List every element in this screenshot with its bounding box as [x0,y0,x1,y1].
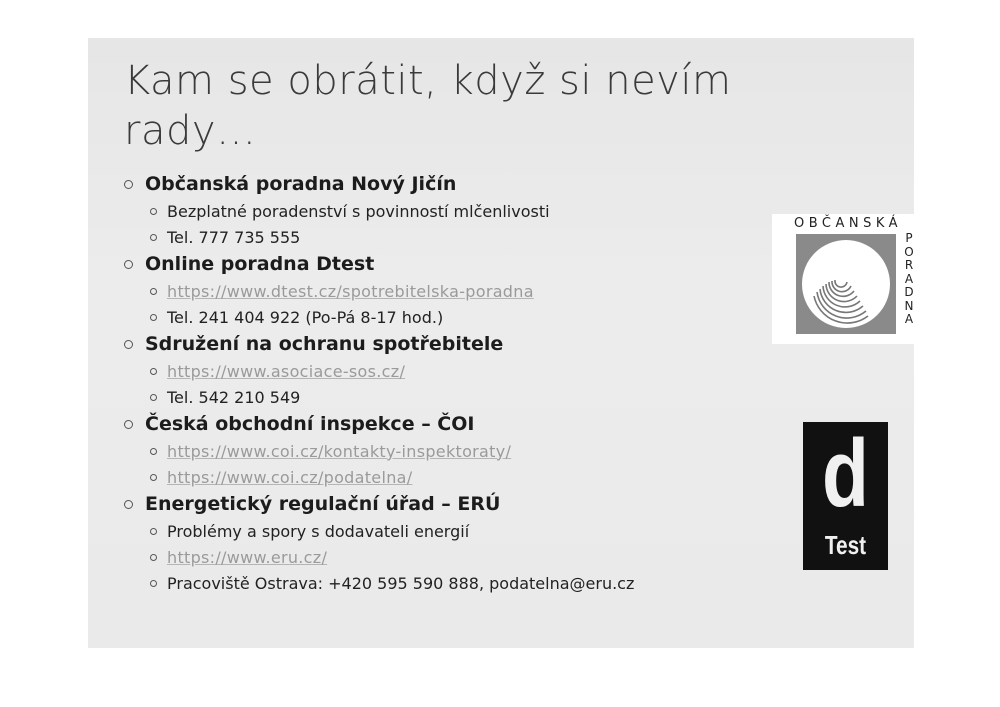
bullet-icon [150,474,157,481]
link-item[interactable] [124,278,684,304]
logo-side-text [902,232,916,327]
section-heading-text: Energetický regulační úřad – ERÚ [145,493,501,515]
contact-section [124,330,684,410]
logo-side-letter: A [904,312,914,326]
logo-side-letter: R [904,258,914,272]
item-text: Tel. 777 735 555 [167,227,301,247]
dtest-logo-word: Test [824,530,867,560]
item-text: Problémy a spory s dodavateli energií [167,521,470,541]
bullet-icon [150,448,157,455]
bullet-icon [150,368,157,375]
section-heading-text: Sdružení na ochranu spotřebitele [145,333,504,355]
logo-side-letter: P [905,231,913,245]
bullet-icon [150,234,157,241]
section-heading [124,330,684,358]
section-heading [124,170,684,198]
logo-side-letter: D [904,285,914,299]
logo-side-letter: O [904,244,914,259]
list-item [124,570,684,596]
link-item[interactable] [124,544,684,570]
contact-section [124,490,684,596]
bullet-icon [150,314,157,321]
concentric-circles-icon [796,234,896,334]
bullet-icon [150,554,157,561]
item-text: Tel. 241 404 922 (Po-Pá 8-17 hod.) [167,307,444,327]
list-item [124,518,684,544]
bullet-icon [150,528,157,535]
link-text[interactable]: https://www.eru.cz/ [167,547,328,567]
bullet-icon [150,208,157,215]
link-item[interactable] [124,438,684,464]
obcanska-poradna-logo [772,214,920,344]
bullet-icon [124,260,133,269]
link-text[interactable]: https://www.coi.cz/kontakty-inspektoraty/ [167,441,512,461]
logo-side-letter: A [904,271,914,286]
bullet-icon [150,394,157,401]
link-item[interactable] [124,358,684,384]
list-item [124,384,684,410]
bullet-icon [124,420,133,429]
list-item [124,304,684,330]
section-heading-text: Občanská poradna Nový Jičín [145,173,457,195]
section-heading [124,250,684,278]
section-heading-text: Online poradna Dtest [145,253,375,275]
item-text: Bezplatné poradenství s povinností mlčenlivosti [167,201,550,221]
bullet-icon [150,580,157,587]
link-text[interactable]: https://www.coi.cz/podatelna/ [167,467,413,487]
link-text[interactable]: https://www.asociace-sos.cz/ [167,361,406,381]
list-item [124,198,684,224]
slide [88,38,914,648]
contact-section [124,170,684,250]
bullet-icon [124,180,133,189]
section-heading [124,490,684,518]
dtest-logo [803,422,888,570]
contact-list [124,170,684,596]
section-heading [124,410,684,438]
contact-section [124,250,684,330]
link-item[interactable] [124,464,684,490]
contact-section [124,410,684,490]
list-item [124,224,684,250]
logo-side-letter: N [904,298,914,313]
link-text[interactable]: https://www.dtest.cz/spotrebitelska-poradna [167,281,534,301]
page-title: Kam se obrátit, když si nevím rady… [124,58,732,154]
item-text: Tel. 542 210 549 [167,387,301,407]
item-text: Pracoviště Ostrava: +420 595 590 888, podatelna@eru.cz [167,573,635,593]
bullet-icon [124,500,133,509]
logo-top-text: OBČANSKÁ [794,216,903,231]
dtest-logo-letter: d [822,420,869,527]
bullet-icon [124,340,133,349]
bullet-icon [150,288,157,295]
section-heading-text: Česká obchodní inspekce – ČOI [145,413,475,435]
